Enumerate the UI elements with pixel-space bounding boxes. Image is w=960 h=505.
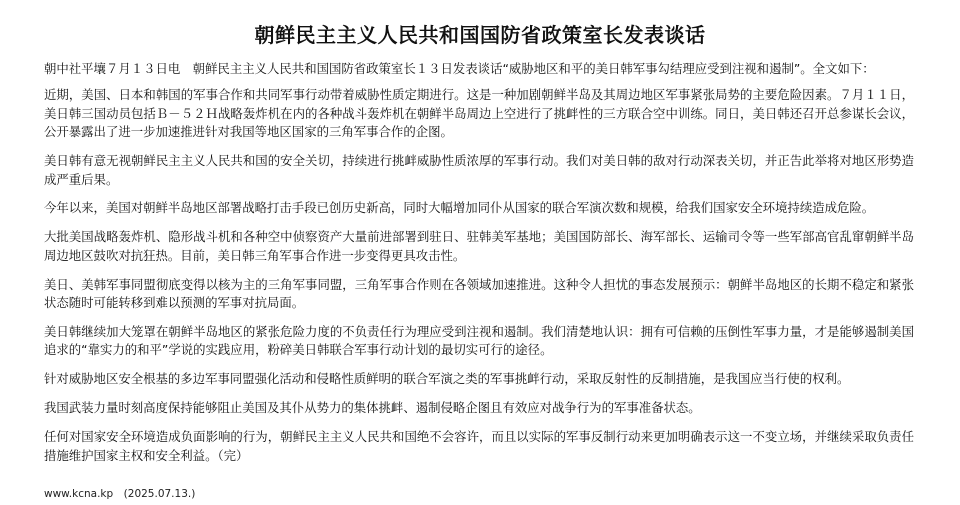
article-paragraph: 美日韩继续加大笼罩在朝鲜半岛地区的紧张危险力度的不负责任行为理应受到注视和遏制。我们清楚地认识：拥有可信赖的压倒性军事力量，才是能够遏制美国追求的“靠实力的和平”学说的实践应用，粉碎美日韩联合军事行动计划的最切实可行的途径。 (44, 323, 914, 358)
article-paragraph: 美日韩有意无视朝鲜民主主义人民共和国的安全关切，持续进行挑衅威胁性质浓厚的军事行动。我们对美日韩的敌对行动深表关切，并正告此举将对地区形势造成严重后果。 (44, 153, 914, 187)
article-body (44, 60, 914, 475)
article-paragraph: 今年以来，美国对朝鲜半岛地区部署战略打击手段已创历史新高，同时大幅增加同仆从国家的联合军演次数和规模，给我们国家安全环境持续造成危险。 (44, 200, 875, 216)
article-paragraph: 大批美国战略轰炸机、隐形战斗机和各种空中侦察资产大量前进部署到驻日、驻韩美军基地；美国国防部长、海军部长、运输司令等一些军部高官乱窜朝鲜半岛周边地区鼓吹对抗狂热。目前，美日韩三角军事合作进一步变得更具攻击性。 (44, 229, 914, 263)
article-paragraph: 针对威胁地区安全根基的多边军事同盟强化活动和侵略性质鲜明的联合军演之类的军事挑衅行动，采取反射性的反制措施，是我国应当行使的权利。 (44, 371, 850, 387)
article-title: 朝鲜民主主义人民共和国国防省政策室长发表谈话 (254, 23, 706, 48)
article-paragraph: 任何对国家安全环境造成负面影响的行为，朝鲜民主主义人民共和国绝不会容许，而且以实际的军事反制行动来更加明确表示这一不变立场，并继续采取负责任措施维护国家主权和安全利益。（完） (44, 429, 914, 463)
source-footer: www.kcna.kp (2025.07.13.) (44, 488, 196, 500)
article-paragraph: 美日、美韩军事同盟彻底变得以核为主的三角军事同盟，三角军事合作则在各领域加速推进。这种令人担忧的事态发展预示：朝鲜半岛地区的长期不稳定和紧张状态随时可能转移到难以预测的军事对抗局面。 (44, 276, 914, 311)
article-paragraph: 我国武装力量时刻高度保持能够阻止美国及其仆从势力的集体挑衅、遏制侵略企图且有效应对战争行为的军事准备状态。 (44, 400, 701, 416)
article-paragraph-dateline: 朝中社平壤７月１３日电 朝鲜民主主义人民共和国国防省政策室长１３日发表谈话“威胁地区和平的美日韩军事勾结理应受到注视和遏制”。全文如下： (44, 61, 875, 76)
article-paragraph: 近期，美国、日本和韩国的军事合作和共同军事行动带着威胁性质定期进行。这是一种加剧朝鲜半岛及其周边地区军事紧张局势的主要危险因素。７月１１日，美日韩三国动员包括Ｂ－５２Ｈ战略轰炸机在内的各种战斗轰炸机在朝鲜半岛周边上空进行了挑衅性的三方联合空中训练。同日，美日韩还召开总参谋长会议，公开暴露出了进一步加速推进针对我国等地区国家的三角军事合作的企图。 (44, 87, 914, 140)
